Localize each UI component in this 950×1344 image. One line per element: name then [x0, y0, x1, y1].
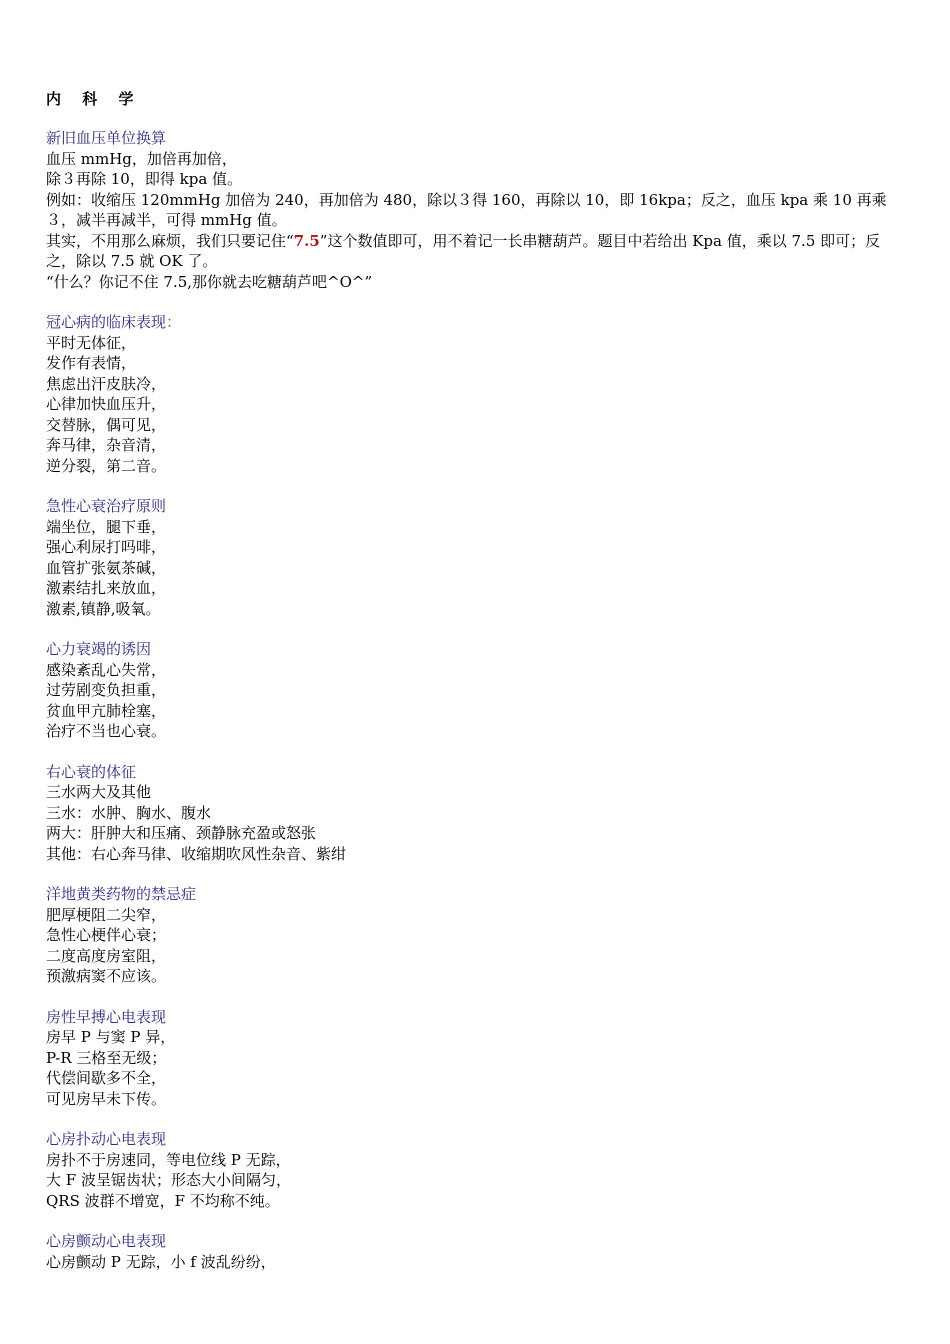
section-chd-clinical — [46, 312, 906, 476]
section-heading: 心房颤动心电表现 — [46, 1232, 167, 1250]
text-line: 奔马律，杂音清， — [46, 436, 167, 454]
text-line: 其他：右心奔马律、收缩期吹风性杂音、紫绀 — [46, 844, 347, 863]
text-line: 房早 P 与窦 P 异， — [46, 1028, 176, 1046]
section-heading: 冠心病的临床表现 — [46, 313, 167, 331]
section-heading-wrap — [46, 312, 906, 333]
section-bp-conversion — [46, 128, 906, 292]
text-line: 房扑不于房速同，等电位线 P 无踪， — [46, 1150, 291, 1169]
document-page — [46, 88, 906, 1292]
text-line: 交替脉，偶可见， — [46, 415, 167, 434]
text-line: 激素,镇静,吸氧。 — [46, 599, 161, 618]
text-line: 平时无体征， — [46, 333, 137, 352]
section-atrial-flutter-ecg — [46, 1129, 906, 1211]
text-line: 急性心梗伴心衰； — [46, 926, 167, 944]
heading-colon: ： — [166, 313, 182, 331]
document-title: 内 科 学 — [46, 90, 142, 108]
text-line: 代偿间歇多不全， — [46, 1069, 167, 1087]
section-heading: 洋地黄类药物的禁忌症 — [46, 885, 197, 903]
text-line: 心房颤动 P 无踪，小 f 波乱纷纷， — [46, 1252, 276, 1271]
section-digitalis-contraindications — [46, 884, 906, 987]
text-line: 治疗不当也心衰。 — [46, 722, 167, 740]
text-fragment: 其实，不用那么麻烦，我们只要记住“ — [46, 231, 294, 250]
text-line: 除３再除 10，即得 kpa 值。 — [46, 170, 243, 188]
text-line: 焦虑出汗皮肤冷， — [46, 374, 167, 393]
text-line: QRS 波群不增宽，F 不均称不纯。 — [46, 1191, 280, 1210]
text-line: “什么？你记不住 7.5,那你就去吃糖葫芦吧^O^” — [46, 272, 373, 291]
text-line: 肥厚梗阻二尖窄， — [46, 905, 167, 924]
text-line: 大 F 波呈锯齿状；形态大小间隔匀， — [46, 1171, 291, 1189]
text-line: P-R 三格至无级； — [46, 1048, 167, 1067]
text-line: 例如：收缩压 120mmHg 加倍为 240，再加倍为 480，除以３得 160，再除以 10，即 16kpa；反之，血压 kpa 乘 10 再乘３，减半再减半，可得 mmHg 值。 — [46, 190, 887, 229]
section-heading: 心房扑动心电表现 — [46, 1130, 167, 1148]
text-line: 心律加快血压升， — [46, 395, 167, 413]
text-line: 预激病窦不应该。 — [46, 967, 167, 985]
text-line: 可见房早未下传。 — [46, 1089, 167, 1108]
text-line: 三水两大及其他 — [46, 783, 152, 801]
text-line: 过劳剧变负担重， — [46, 681, 167, 699]
text-line: 逆分裂，第二音。 — [46, 456, 167, 475]
highlight-value: 7.5 — [293, 231, 320, 250]
section-hf-causes — [46, 639, 906, 742]
section-heading: 急性心衰治疗原则 — [46, 497, 167, 515]
section-heading: 房性早搏心电表现 — [46, 1007, 167, 1026]
text-line: 二度高度房室阻， — [46, 946, 167, 965]
text-line: 强心利尿打吗啡， — [46, 538, 167, 556]
section-atrial-premature-ecg — [46, 1007, 906, 1110]
text-line: 三水：水肿、胸水、腹水 — [46, 803, 212, 822]
text-line: 感染紊乱心失常， — [46, 660, 167, 679]
text-line: 贫血甲亢肺栓塞， — [46, 701, 167, 720]
section-heading: 新旧血压单位换算 — [46, 129, 167, 147]
text-line: 两大：肝肿大和压痛、颈静脉充盈或怒张 — [46, 824, 317, 842]
text-line: 发作有表情， — [46, 354, 137, 372]
text-line: 激素结扎来放血， — [46, 579, 167, 597]
text-line: 血压 mmHg，加倍再加倍， — [46, 149, 237, 168]
text-fragment: ”这个数值即可，用不着记一长串糖葫芦。题目中若给出 Kpa 值，乘以 7.5 即可；反之，除以 7.5 就 OK 了。 — [46, 231, 881, 270]
section-acute-hf-treatment — [46, 496, 906, 619]
text-line: 血管扩张氨茶碱， — [46, 558, 167, 577]
text-line: 端坐位，腿下垂， — [46, 517, 167, 536]
section-atrial-fibrillation-ecg — [46, 1231, 906, 1272]
section-right-hf-signs — [46, 762, 906, 865]
section-heading: 右心衰的体征 — [46, 762, 137, 781]
section-heading: 心力衰竭的诱因 — [46, 640, 152, 658]
text-line-special — [46, 231, 906, 272]
